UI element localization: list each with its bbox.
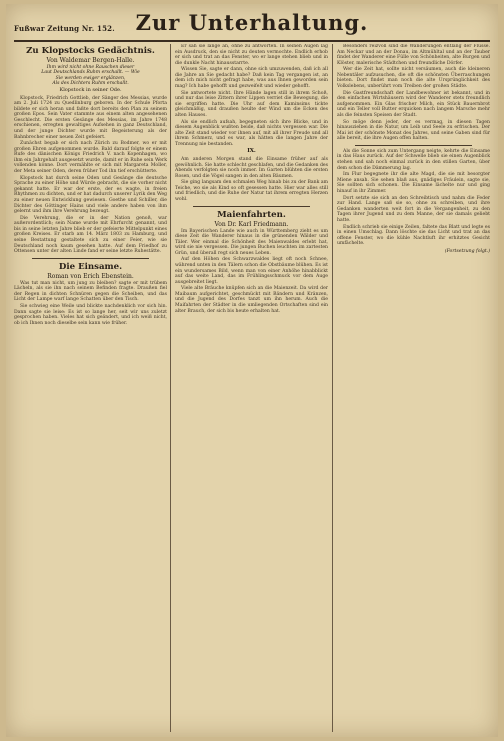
story-byline: Roman von Erich Ebenstein. (47, 272, 134, 280)
paragraph: Die Verehrung, die er in der Nation genoß, war außerordentlich; sein Name wurde mit Ehrfurcht genannt, und bis in seine letzten Jahre blieb er der gefeierte Mittelpunkt eines großen Kreises. Er starb am 14. März 1803 zu Hamburg, und seine Bestattung gestaltete sich zu einer Feier, wie sie Deutschland noch kaum gesehen hatte. Auf dem Friedhof zu Ottensen unter der alten Linde fand er seine letzte Ruhestätte. (14, 215, 167, 255)
paragraph: Die Gastfreundschaft der Landbewohner ist bekannt, und in den einfachen Wirtshäusern wird der Wanderer stets freundlich aufgenommen. Ein Glas frischer Milch, ein Stück Bauernbrot und ein Teller voll Butter erquicken nach langem Marsche mehr als die feinsten Speisen der Stadt. (337, 90, 490, 118)
section-divider (355, 145, 472, 146)
section-divider (32, 258, 149, 259)
article-byline: Von Dr. Karl Friedmann. (214, 220, 289, 228)
paragraph: Wer die Zeit hat, sollte nicht versäumen, auch die kleineren Nebentäler aufzusuchen, die oft die schönsten Überraschungen bieten. Dort findet man noch die alte Ursprünglichkeit des Volkslebens, unberührt vom Treiben der großen Städte. (337, 67, 490, 90)
column-divider (170, 44, 171, 732)
paragraph: Zunächst begab er sich nach Zürich zu Bodmer, wo er mit großen Ehren aufgenommen wurde. Bald darauf folgte er einem Rufe des dänischen Königs Friedrich V. nach Kopenhagen, wo ihm ein Jahrgehalt ausgesetzt wurde, damit er in Ruhe sein Werk vollenden könne. Dort vermählte er sich mit Margareta Moller, der Meta seiner Oden, deren früher Tod ihn tief erschütterte. (14, 141, 167, 175)
chapter-number: IX. (247, 148, 256, 155)
column-2 (175, 44, 328, 732)
paragraph: Was tut man nicht, um jung zu bleiben? sagte er mit trübem Lächeln, als sie ihn nach seinem Befinden fragte. Draußen fiel der Regen in dichten Schnüren gegen die Scheiben, und das Licht der Lampe warf lange Schatten über den Tisch. (14, 280, 167, 303)
poem-stanza: Ihm wird nicht ohne Rauschen dieser Laut Deutschlands Ruhm erschallt. — Wie Sie werden ewiger erglänzen, Als des Dichters Ruhm erschallt. (41, 65, 140, 86)
paragraph: Am anderen Morgen stand die Einsame früher auf als gewöhnlich. Sie hatte schlecht geschlafen, und die Gedanken des Abends verfolgten sie noch immer. Im Garten blühten die ersten Rosen, und die Vögel sangen in den alten Bäumen. (175, 156, 328, 179)
paragraph: Sie ging langsam den schmalen Weg hinab bis zu der Bank am Teiche, wo sie als Kind so oft gesessen hatte. Hier war alles still und friedlich, und die Ruhe der Natur tat ihrem erregten Herzen wohl. (175, 180, 328, 202)
paragraph: Klopstock hat durch seine Oden und Gesänge die deutsche Sprache zu einer Höhe und Würde gebracht, die sie vorher nicht gekannt hatte. Er war der erste, der es wagte, in freien Rhythmen zu dichten, und er hat dadurch unserer Lyrik den Weg zu einer neuen Entwicklung gewiesen. Goethe und Schiller, die Dichter des Göttinger Hains und viele andere haben von ihm gelernt und ihm ihre Verehrung bezeugt. (14, 175, 167, 215)
paragraph: Klopstock, Friedrich Gottlieb, der Sänger des Messias, wurde am 2. Juli 1724 zu Quedlinburg geboren. In der Schule Pforta bildete er sich heran und faßte dort bereits den Plan zu seinem großen Epos. Sein Vater stammte aus einem alten angesehenen Geschlecht. Die ersten Gesänge des Messias, im Jahre 1748 erschienen, erregten gewaltiges Aufsehen in ganz Deutschland, und der junge Dichter wurde mit Begeisterung als der Bahnbrecher einer neuen Zeit gefeiert. (14, 95, 167, 140)
article-title: Zu Klopstocks Gedächtnis. (26, 46, 155, 56)
section-divider (193, 206, 310, 207)
newspaper-page (6, 4, 498, 737)
paragraph: Er sah sie lange an, ohne zu antworten. In seinen Augen lag ein Ausdruck, den sie nicht zu deuten vermochte. Endlich erhob er sich und trat an das Fenster, wo er lange stehen blieb und in die dunkle Nacht hinausstarrte. (175, 44, 328, 66)
paragraph: Viele alte Bräuche knüpfen sich an die Maienzeit. Da wird der Maibaum aufgerichtet, geschmückt mit Bändern und Kränzen, und die Jugend des Dorfes tanzt um ihn herum. Auch die Maifahrten der Städter in die umliegenden Ortschaften sind ein alter Brauch, der sich bis heute erhalten hat. (175, 286, 328, 314)
paragraph: Sie schwieg eine Weile und blickte nachdenklich vor sich hin. Dann sagte sie leise: Es ist so lange her, seit wir uns zuletzt gesprochen haben. Vieles hat sich geändert, und ich weiß nicht, ob ich Ihnen noch dieselbe sein kann wie früher. (14, 303, 167, 326)
paragraph: Sie antwortete nicht. Ihre Hände lagen still in ihrem Schoß, und nur das leise Zittern ihrer Lippen verriet die Bewegung, die sie ergriffen hatte. Die Uhr auf dem Kaminsims tickte gleichmäßig, und draußen heulte der Wind um die Ecken des alten Hauses. (175, 90, 328, 118)
continuation-note: (Fortsetzung folgt.) (444, 248, 490, 254)
paragraph: Als sie endlich aufsah, begegneten sich ihre Blicke, und in diesem Augenblick wußten beide, daß nichts vergessen war. Die alte Zeit stand wieder vor ihnen auf, mit all ihrer Freude und all ihrem Schmerz, und es war, als hätten die langen Jahre der Trennung nie bestanden. (175, 119, 328, 147)
article-title: Maienfahrten. (217, 209, 286, 220)
article-byline: Von Waldemar Bergen-Halle. (46, 57, 135, 64)
paragraph: Dort setzte sie sich an den Schreibtisch und nahm die Feder zur Hand. Lange saß sie so, ohne zu schreiben, und ihre Gedanken wanderten weit fort in die Vergangenheit, zu den Tagen ihrer Jugend und zu dem Manne, der sie damals geliebt hatte. (337, 195, 490, 223)
masthead: Fußwar Zeitung Nr. 152. (14, 24, 115, 33)
column-divider (332, 44, 333, 732)
paragraph: So möge denn jeder, der es vermag, in diesen Tagen hinausziehen in die Natur, um Leib und Seele zu erfrischen. Der Mai ist der schönste Monat des Jahres, und seine Gaben sind für alle bereit, die ihre Augen offen halten. (337, 119, 490, 142)
paragraph: Besonders reizvoll sind die Wanderungen entlang der Flüsse. Am Neckar und an der Donau, im Altmühltal und an der Tauber findet der Wanderer eine Fülle von Schönheiten, alte Burgen und Klöster, malerische Städtchen und freundliche Dörfer. (337, 44, 490, 66)
page-header (14, 10, 490, 42)
paragraph: Endlich schrieb sie einige Zeilen, faltete das Blatt und legte es in einen Umschlag. Dann löschte sie das Licht und trat an das offene Fenster, wo die kühle Nachtluft ihr erhitztes Gesicht umfächelte. (337, 224, 490, 247)
column-1 (14, 44, 167, 732)
story-title: Die Einsame. (58, 261, 123, 272)
paragraph: Im Flur begegnete ihr die alte Magd, die sie mit besorgter Miene ansah. Sie sehen blaß aus, gnädiges Fräulein, sagte sie, Sie sollten sich schonen. Die Einsame lächelte nur und ging hinauf in ihr Zimmer. (337, 172, 490, 194)
paragraph: Auf den Höhen des Schwarzwaldes liegt oft noch Schnee, während unten in den Tälern schon die Obstbäume blühen. Es ist ein wundersames Bild, wenn man von einer Anhöhe hinabblickt auf das weite Land, das im Frühlingsschmuck vor dem Auge ausgebreitet liegt. (175, 257, 328, 285)
stanza-credit: Klopstock in seiner Ode. (59, 87, 122, 94)
page-title: Zur Unterhaltung. (135, 10, 369, 35)
paragraph: Wissen Sie, sagte er dann, ohne sich umzuwenden, daß ich all die Jahre an Sie gedacht habe? Daß kein Tag vergangen ist, an dem ich mich nicht gefragt habe, was aus Ihnen geworden sein mag? Ich habe gehofft und gezweifelt und wieder gehofft. (175, 67, 328, 90)
paragraph: Als die Sonne sich zum Untergang neigte, kehrte die Einsame in das Haus zurück. Auf der Schwelle blieb sie einen Augenblick stehen und sah noch einmal zurück in den stillen Garten, über dem schon die Dämmerung lag. (337, 148, 490, 171)
column-3 (337, 44, 490, 732)
paragraph: Im Bayerischen Lande wie auch in Württemberg zieht es um diese Zeit die Wanderer hinaus in die grünenden Wälder und Täler. Wer einmal die Schönheit des Maienwaldes erlebt hat, wird sie nie vergessen. Die jungen Buchen leuchten im zartesten Grün, und überall regt sich neues Leben. (175, 228, 328, 256)
